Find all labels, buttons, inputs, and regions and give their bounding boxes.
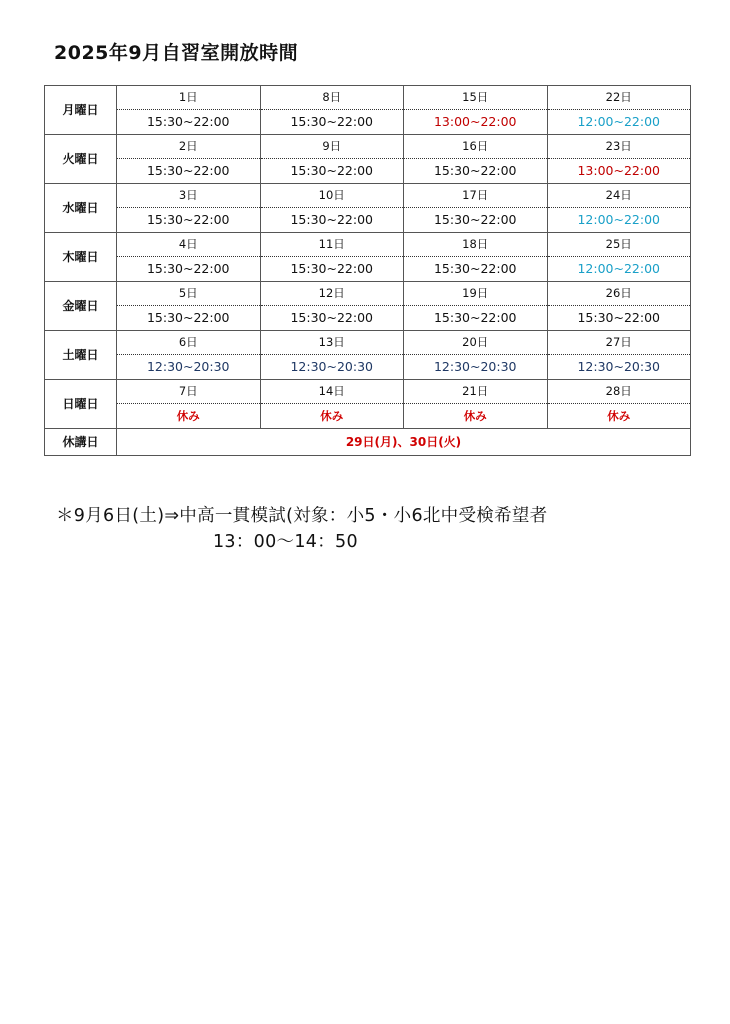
cell-date: 21日 [404, 380, 547, 404]
cell-hours: 15:30~22:00 [577, 310, 661, 325]
cell-hours: 12:00~22:00 [577, 261, 661, 276]
weekday-label: 木曜日 [45, 233, 117, 282]
cell-hours: 12:30~20:30 [433, 359, 517, 374]
cell-closed: 休み [607, 409, 631, 423]
cell-closed: 休み [176, 409, 200, 423]
schedule-cell [404, 282, 548, 331]
schedule-table [44, 85, 691, 456]
cell-hours: 12:30~20:30 [577, 359, 661, 374]
cell-date: 9日 [261, 135, 404, 159]
cell-hours: 15:30~22:00 [146, 212, 230, 227]
cell-date: 26日 [548, 282, 691, 306]
schedule-cell [260, 86, 404, 135]
schedule-body [45, 86, 691, 429]
cell-date: 5日 [117, 282, 260, 306]
cell-hours: 15:30~22:00 [146, 114, 230, 129]
schedule-row [45, 135, 691, 184]
schedule-row [45, 233, 691, 282]
schedule-cell [260, 135, 404, 184]
cell-date: 16日 [404, 135, 547, 159]
cell-hours: 12:00~22:00 [577, 114, 661, 129]
schedule-cell [260, 233, 404, 282]
cell-date: 14日 [261, 380, 404, 404]
schedule-cell [404, 331, 548, 380]
cell-date: 25日 [548, 233, 691, 257]
cell-date: 17日 [404, 184, 547, 208]
schedule-cell [547, 331, 691, 380]
cell-date: 19日 [404, 282, 547, 306]
cell-hours: 15:30~22:00 [146, 261, 230, 276]
schedule-cell [117, 380, 261, 429]
schedule-cell [117, 135, 261, 184]
schedule-cell [404, 135, 548, 184]
cell-date: 2日 [117, 135, 260, 159]
cell-date: 11日 [261, 233, 404, 257]
cell-hours: 15:30~22:00 [290, 114, 374, 129]
cell-date: 10日 [261, 184, 404, 208]
weekday-label: 火曜日 [45, 135, 117, 184]
schedule-row [45, 86, 691, 135]
cell-date: 22日 [548, 86, 691, 110]
weekday-label: 日曜日 [45, 380, 117, 429]
cell-date: 28日 [548, 380, 691, 404]
cell-hours: 12:30~20:30 [146, 359, 230, 374]
schedule-cell [117, 184, 261, 233]
cell-hours: 15:30~22:00 [433, 212, 517, 227]
cell-date: 4日 [117, 233, 260, 257]
schedule-row [45, 184, 691, 233]
cell-date: 23日 [548, 135, 691, 159]
cell-hours: 15:30~22:00 [290, 261, 374, 276]
exam-note [56, 503, 547, 555]
cell-hours: 15:30~22:00 [290, 310, 374, 325]
schedule-cell [117, 282, 261, 331]
schedule-row [45, 282, 691, 331]
schedule-cell [547, 282, 691, 331]
closed-days-row [45, 429, 691, 456]
cell-hours: 15:30~22:00 [290, 163, 374, 178]
cell-date: 27日 [548, 331, 691, 355]
schedule-cell [404, 233, 548, 282]
schedule-cell [547, 233, 691, 282]
cell-closed: 休み [320, 409, 344, 423]
cell-hours: 12:00~22:00 [577, 212, 661, 227]
cell-hours: 13:00~22:00 [433, 114, 517, 129]
cell-date: 7日 [117, 380, 260, 404]
schedule-cell [547, 86, 691, 135]
cell-date: 20日 [404, 331, 547, 355]
cell-date: 6日 [117, 331, 260, 355]
schedule-cell [547, 135, 691, 184]
cell-date: 15日 [404, 86, 547, 110]
schedule-cell [547, 184, 691, 233]
schedule-cell [260, 282, 404, 331]
cell-date: 18日 [404, 233, 547, 257]
page-title: 2025年9月自習室開放時間 [54, 42, 299, 64]
cell-hours: 15:30~22:00 [433, 261, 517, 276]
cell-hours: 15:30~22:00 [433, 310, 517, 325]
schedule-cell [260, 184, 404, 233]
exam-note-time: 13：00～14：50 [213, 532, 358, 552]
closed-days-label: 休講日 [45, 429, 117, 456]
schedule-cell [260, 380, 404, 429]
weekday-label: 金曜日 [45, 282, 117, 331]
cell-hours: 15:30~22:00 [290, 212, 374, 227]
cell-date: 13日 [261, 331, 404, 355]
schedule-cell [404, 86, 548, 135]
weekday-label: 水曜日 [45, 184, 117, 233]
schedule-cell [117, 331, 261, 380]
cell-date: 12日 [261, 282, 404, 306]
weekday-label: 月曜日 [45, 86, 117, 135]
cell-date: 24日 [548, 184, 691, 208]
schedule-cell [260, 331, 404, 380]
schedule-row [45, 380, 691, 429]
cell-date: 1日 [117, 86, 260, 110]
cell-hours: 15:30~22:00 [146, 163, 230, 178]
exam-note-line1: ＊9月6日(土)⇒中高一貫模試(対象：小5・小6北中受検希望者 [56, 506, 548, 526]
cell-hours: 15:30~22:00 [146, 310, 230, 325]
schedule-cell [547, 380, 691, 429]
closed-days-value: 29日(月)、30日(火) [117, 429, 691, 456]
schedule-row [45, 331, 691, 380]
schedule-cell [404, 184, 548, 233]
cell-hours: 12:30~20:30 [290, 359, 374, 374]
weekday-label: 土曜日 [45, 331, 117, 380]
cell-hours: 15:30~22:00 [433, 163, 517, 178]
schedule-cell [404, 380, 548, 429]
cell-closed: 休み [463, 409, 487, 423]
cell-hours: 13:00~22:00 [577, 163, 661, 178]
schedule-cell [117, 233, 261, 282]
schedule-cell [117, 86, 261, 135]
cell-date: 3日 [117, 184, 260, 208]
cell-date: 8日 [261, 86, 404, 110]
